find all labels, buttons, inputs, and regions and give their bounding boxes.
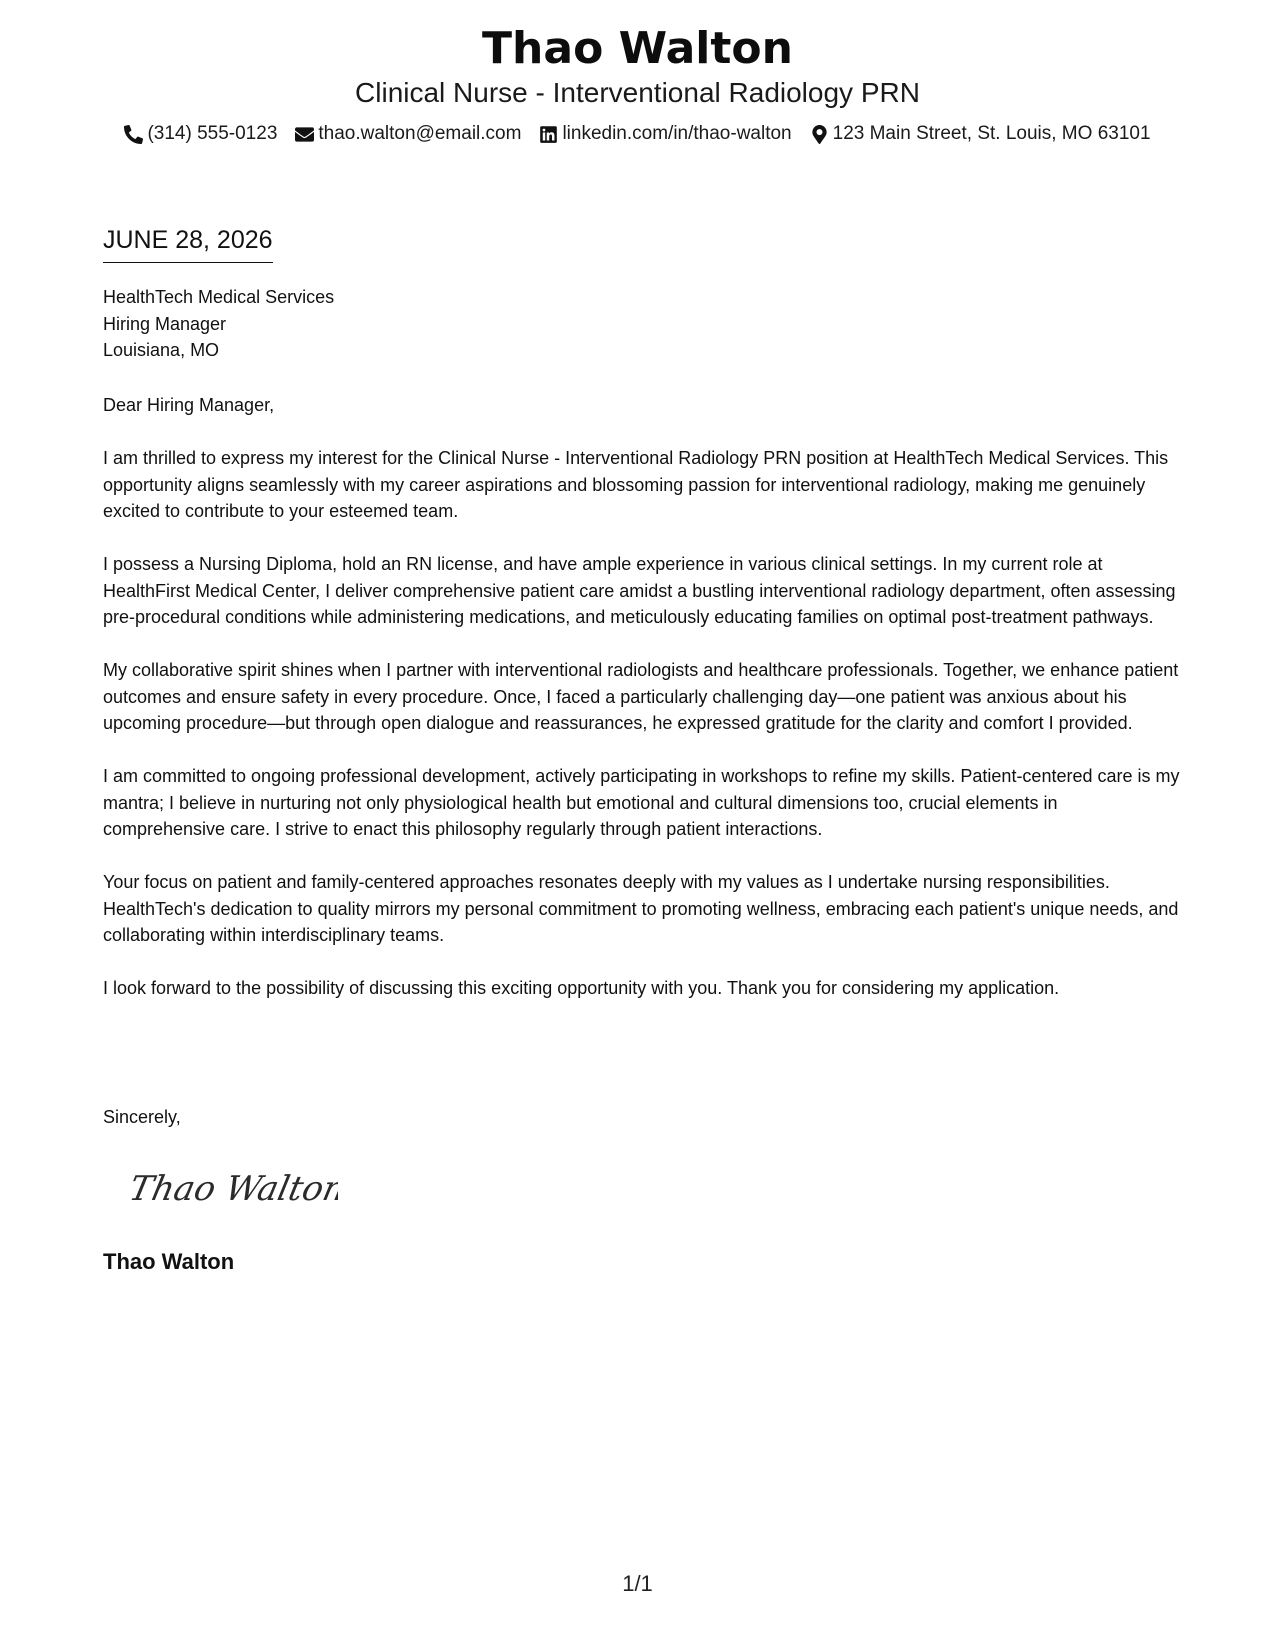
contact-address	[810, 122, 1151, 146]
body-paragraph: I am thrilled to express my interest for the Clinical Nurse - Interventional Radiology PRN position at HealthTech Medical Services. This opportunity aligns seamlessly with my career aspirations and blossoming passion for interventional radiology, making me genuinely excited to contribute to your esteemed team.	[103, 448, 1169, 521]
linkedin-url: linkedin.com/in/thao-walton	[562, 123, 792, 144]
contact-email[interactable]	[295, 122, 521, 146]
signature-text: Thao Walton	[128, 1169, 338, 1209]
closing: Sincerely,	[103, 1107, 181, 1127]
applicant-name: Thao Walton	[482, 23, 793, 74]
contact-linkedin[interactable]	[539, 122, 791, 146]
body-paragraph: I am committed to ongoing professional development, actively participating in workshops to refine my skills. Patient-centered care is my mantra; I believe in nurturing not only physiological health but emotional and cultural dimensions too, crucial elements in comprehensive care. I strive to enact this philosophy regularly through patient interactions.	[103, 766, 1180, 839]
body-paragraph: I possess a Nursing Diploma, hold an RN license, and have ample experience in various clinical settings. In my current role at HealthFirst Medical Center, I deliver comprehensive patient care amidst a bustling interventional radiology department, often assessing pre-procedural conditions while administering medications, and meticulously educating families on optimal post-treatment pathways.	[103, 554, 1176, 627]
contact-phone[interactable]	[124, 122, 277, 146]
envelope-icon	[295, 125, 314, 144]
recipient-role: Hiring Manager	[103, 313, 227, 334]
recipient-block	[103, 284, 334, 364]
recipient-location: Louisiana, MO	[103, 340, 220, 360]
signer-name: Thao Walton	[103, 1249, 235, 1274]
linkedin-icon	[539, 125, 558, 144]
letter-header	[0, 20, 1275, 146]
body-paragraph: Your focus on patient and family-centered approaches resonates deeply with my values as I undertake nursing responsibilities. HealthTech's dedication to quality mirrors my personal commitment to promoting wellness, embracing each patient's unique needs, and collaborating within interdisciplinary teams.	[103, 872, 1179, 945]
body-paragraph: I look forward to the possibility of discussing this exciting opportunity with you. Thank you for considering my application.	[103, 978, 1060, 998]
contact-bar	[0, 122, 1275, 146]
email-address: thao.walton@email.com	[318, 123, 522, 144]
street-address: 123 Main Street, St. Louis, MO 63101	[832, 123, 1151, 144]
recipient-company: HealthTech Medical Services	[103, 287, 335, 307]
salutation: Dear Hiring Manager,	[103, 395, 275, 415]
job-title: Clinical Nurse - Interventional Radiology PRN	[355, 77, 920, 108]
letter-body	[103, 392, 1183, 1028]
phone-number: (314) 555-0123	[147, 123, 278, 144]
phone-icon	[124, 125, 143, 144]
body-paragraph: My collaborative spirit shines when I partner with interventional radiologists and healthcare professionals. Together, we enhance patient outcomes and ensure safety in every procedure. Once, I faced a particularly challenging day—one patient was anxious about his upcoming procedure—but through open dialogue and reassurances, he expressed gratitude for the clarity and comfort I provided.	[103, 660, 1179, 733]
page-number: 1/1	[622, 1571, 653, 1596]
map-pin-icon	[810, 125, 829, 144]
letter-date: JUNE 28, 2026	[103, 224, 273, 263]
handwritten-signature	[128, 1160, 338, 1216]
